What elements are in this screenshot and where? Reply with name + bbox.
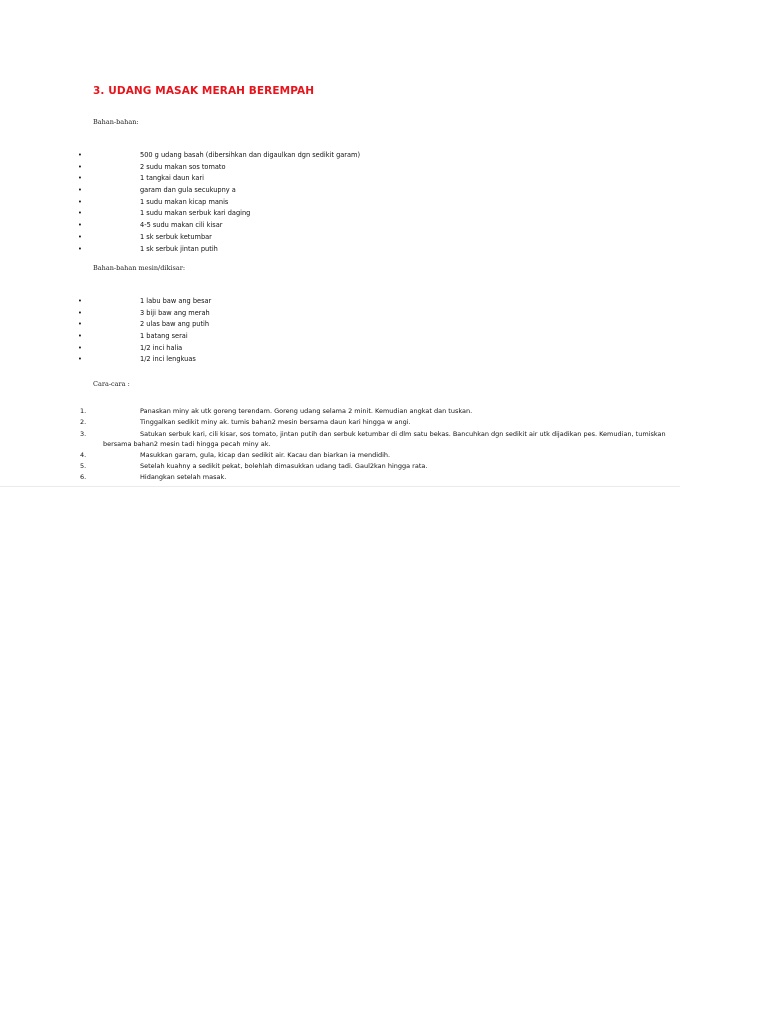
ingredient-text: 1 sk serbuk jintan putih xyxy=(140,244,218,253)
ingredient-text: 1 sudu makan kicap manis xyxy=(140,197,229,206)
bullet-icon: • xyxy=(78,209,82,218)
bullet-icon: • xyxy=(78,244,82,253)
ingredient-text: 3 biji baw ang merah xyxy=(140,308,210,317)
step-item xyxy=(0,406,680,417)
bullet-icon: • xyxy=(78,174,82,183)
bullet-icon: • xyxy=(78,320,82,329)
ingredient-text: 500 g udang basah (dibersihkan dan digaulkan dgn sedikit garam) xyxy=(140,151,361,159)
bullet-icon: • xyxy=(78,308,82,317)
step-text: Masukkan garam, gula, kicap dan sedikit air. Kacau dan biarkan ia mendidih. xyxy=(140,450,391,459)
bullet-icon: • xyxy=(78,355,82,364)
step-item xyxy=(0,472,680,483)
step-number: 4. xyxy=(80,450,87,459)
bullet-icon: • xyxy=(78,197,82,206)
step-text: Satukan serbuk kari, cili kisar, sos tomato, jintan putih dan serbuk ketumbar di dlm satu bekas. Bancuhkan dgn sedikit air utk dijadikan pes. Kemudian, tumiskan xyxy=(140,429,666,438)
step-item xyxy=(0,450,680,461)
ingredient-text: 1 tangkai daun kari xyxy=(140,174,204,183)
ingredient-text: 1/2 inci lengkuas xyxy=(140,355,196,364)
step-number: 3. xyxy=(80,429,87,438)
bullet-icon: • xyxy=(78,232,82,241)
ingredient-text: 1/2 inci halia xyxy=(140,343,183,352)
ingredient-text: 1 sudu makan serbuk kari daging xyxy=(140,209,251,218)
step-number: 5. xyxy=(80,461,87,470)
step-text: Setelah kuahny a sedikit pekat, bolehlah dimasukkan udang tadi. Gaul2kan hingga rata. xyxy=(140,461,428,470)
blended-ingredients-label: Bahan-bahan mesin/dikisar: xyxy=(93,264,186,272)
step-text: Hidangkan setelah masak. xyxy=(140,473,227,482)
ingredients-label: Bahan-bahan: xyxy=(93,118,139,126)
step-item xyxy=(0,417,680,428)
step-text-continued: bersama bahan2 mesin tadi hingga pecah miny ak. xyxy=(103,440,271,449)
bullet-icon: • xyxy=(78,162,82,171)
bullet-icon: • xyxy=(78,343,82,352)
bullet-icon: • xyxy=(78,221,82,230)
recipe-title: 3. UDANG MASAK MERAH BEREMPAH xyxy=(93,85,315,97)
step-text: Panaskan miny ak utk goreng terendam. Goreng udang selama 2 minit. Kemudian angkat dan tuskan. xyxy=(140,407,473,415)
ingredient-text: 4-5 sudu makan cili kisar xyxy=(140,221,223,230)
bullet-icon: • xyxy=(78,332,82,341)
ingredient-text: 2 ulas baw ang putih xyxy=(140,320,210,329)
step-item xyxy=(0,429,680,450)
step-number: 2. xyxy=(80,418,87,427)
ingredient-text: 1 labu baw ang besar xyxy=(140,297,212,305)
bullet-icon: • xyxy=(78,151,82,159)
method-steps-list xyxy=(0,406,680,487)
step-item xyxy=(0,461,680,472)
bullet-icon: • xyxy=(78,186,82,195)
ingredient-text: 1 batang serai xyxy=(140,332,188,341)
ingredient-text: 1 sk serbuk ketumbar xyxy=(140,232,212,241)
ingredient-text: garam dan gula secukupny a xyxy=(140,186,236,195)
bullet-icon: • xyxy=(78,297,82,305)
step-number: 1. xyxy=(80,407,87,415)
step-number: 6. xyxy=(80,473,87,482)
method-label: Cara-cara : xyxy=(93,380,130,388)
step-text: Tinggalkan sedikit miny ak. tumis bahan2 mesin bersama daun kari hingga w angi. xyxy=(140,418,411,427)
ingredient-text: 2 sudu makan sos tomato xyxy=(140,162,226,171)
